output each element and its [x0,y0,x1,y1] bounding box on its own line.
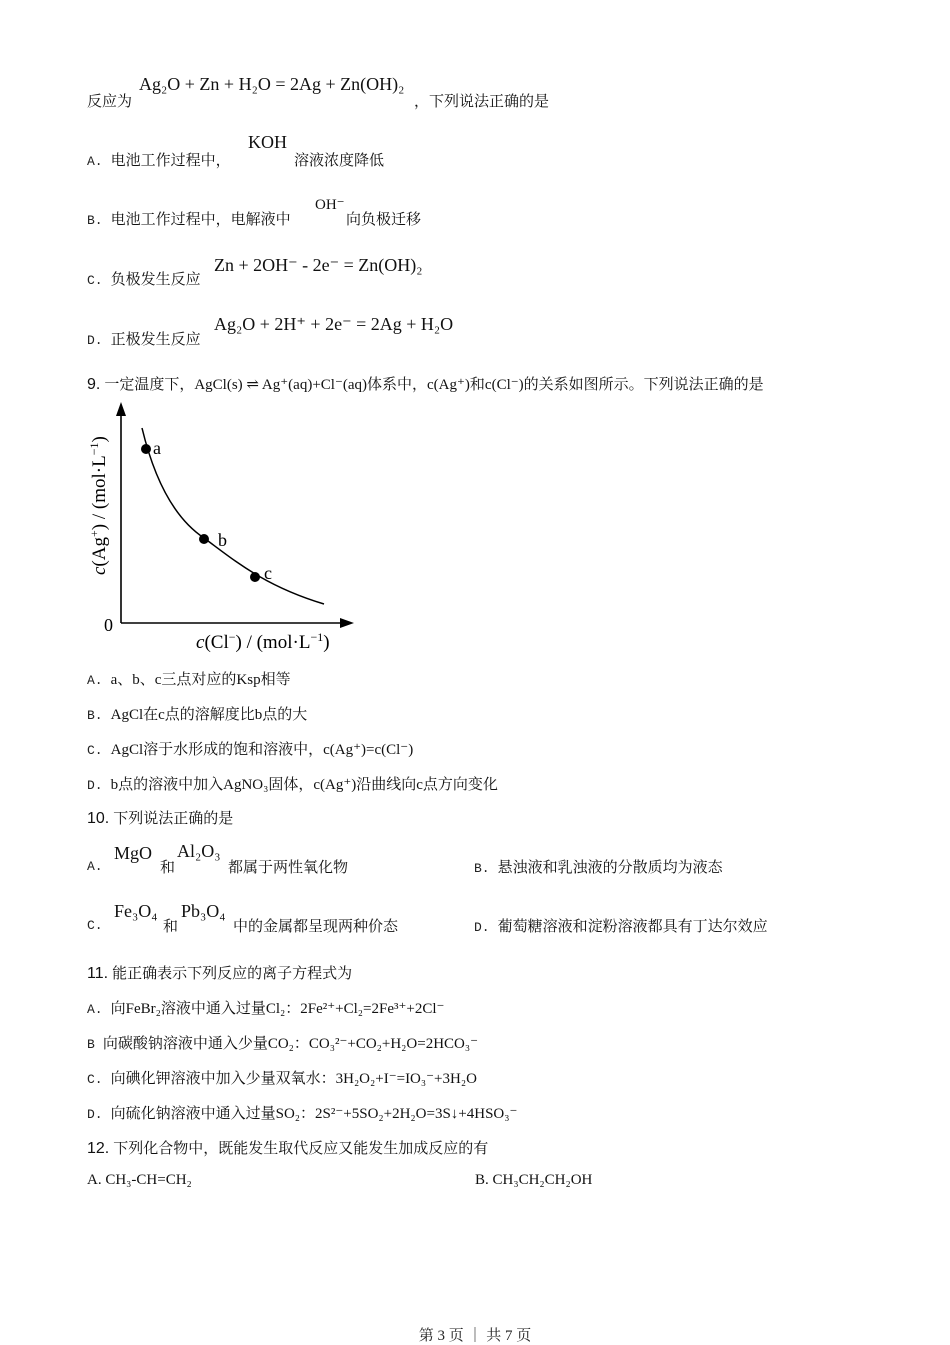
q10-option-c-text: 中的金属都呈现两种价态 [233,919,399,935]
q8-option-b: B. 电池工作过程中，电解液中 [87,212,291,228]
q11-option-d: D. 向硫化钠溶液中通入过量SO₂：2S²⁻+5SO₂+2H₂O=3S↓+4HSO₃⁻ [87,1106,518,1122]
q10-option-c-label: C. [87,918,103,933]
point-b [199,534,209,544]
q10-option-a-mid: 和 [160,860,176,876]
q12-option-b: B. CH₃CH₂CH₂OH [475,1172,593,1188]
y-axis-label: $c(Ag^+) / (mol\cdot L^{-1})$ [87,436,110,575]
point-a [141,444,151,454]
ksp-curve-chart [84,398,364,660]
q8-intro-formula: Ag₂O + Zn + H₂O = 2Ag + Zn(OH)₂ [139,74,405,94]
q8-option-b-after: 向负极迁移 [346,212,422,228]
q8-intro-prefix: 反应为 [87,94,133,110]
q12-stem: 12. 下列化合物中，既能发生取代反应又能发生加成反应的有 [87,1140,489,1157]
point-b-label: b [218,530,227,550]
q10-option-c-f2: Pb₃O₄ [181,901,226,921]
q8-intro [87,90,132,111]
q10-option-d: D. 葡萄糖溶液和淀粉溶液都具有丁达尔效应 [474,919,768,935]
ksp-chart [84,398,364,660]
q11-stem: 11. 能正确表示下列反应的离子方程式为 [87,965,353,982]
q8-option-a-after: 溶液浓度降低 [294,153,385,169]
q11-option-a: A. 向FeBr₂溶液中通入过量Cl₂：2Fe²⁺+Cl₂=2Fe³⁺+2Cl⁻ [87,1001,445,1017]
q8-option-b-formula: OH⁻ [315,197,345,213]
x-axis-label: $c(Cl^-) / (mol\cdot L^{-1})$ [196,630,330,653]
x-axis-arrow-icon [340,618,354,628]
q10-option-c-f1: Fe₃O₄ [114,901,158,921]
q8-intro-suffix: ，下列说法正确的是 [414,94,550,110]
q11-option-b: B 向碳酸钠溶液中通入少量CO₂：CO₃²⁻+CO₂+H₂O=2HCO₃⁻ [87,1036,479,1052]
q8-option-a: A. 电池工作过程中， [87,153,231,169]
q9-stem: 9. 一定温度下，AgCl(s) ⇌ Ag⁺(aq)+Cl⁻(aq)体系中，c(Ag⁺)和c(Cl⁻)的关系如图所示。下列说法正确的是 [87,376,764,393]
q9-option-b: B. AgCl在c点的溶解度比b点的大 [87,707,308,723]
q10-stem: 10. 下列说法正确的是 [87,810,234,827]
origin-label: 0 [104,615,113,635]
solubility-curve [142,428,324,604]
q9-option-d: D. b点的溶液中加入AgNO₃固体，c(Ag⁺)沿曲线向c点方向变化 [87,777,498,793]
q9-option-c: C. AgCl溶于水形成的饱和溶液中，c(Ag⁺)=c(Cl⁻) [87,742,414,758]
q12-option-a: A. CH₃-CH=CH₂ [87,1172,192,1188]
page-footer: 第 3 页 ｜ 共 7 页 [418,1328,532,1344]
q8-option-d: D. 正极发生反应 [87,332,201,348]
q10-option-c-mid: 和 [163,919,179,935]
point-a-label: a [153,438,161,458]
q10-option-a-f1: MgO [114,843,153,863]
q8-option-c-formula: Zn + 2OH⁻ - 2e⁻ = Zn(OH)₂ [214,255,423,275]
q10-option-b: B. 悬浊液和乳浊液的分散质均为液态 [474,860,723,876]
q11-option-c: C. 向碘化钾溶液中加入少量双氧水：3H₂O₂+I⁻=IO₃⁻+3H₂O [87,1071,477,1087]
q8-option-a-formula: KOH [248,132,287,152]
q10-option-a-f2: Al₂O₃ [177,841,221,861]
q8-option-d-formula: Ag₂O + 2H⁺ + 2e⁻ = 2Ag + H₂O [214,314,454,334]
y-axis-arrow-icon [116,402,126,416]
point-c [250,572,260,582]
q10-option-a-text: 都属于两性氧化物 [228,860,349,876]
q8-option-c: C. 负极发生反应 [87,272,201,288]
point-c-label: c [264,563,272,583]
q9-option-a: A. a、b、c三点对应的Ksp相等 [87,672,291,688]
q10-option-a-label: A. [87,859,103,874]
